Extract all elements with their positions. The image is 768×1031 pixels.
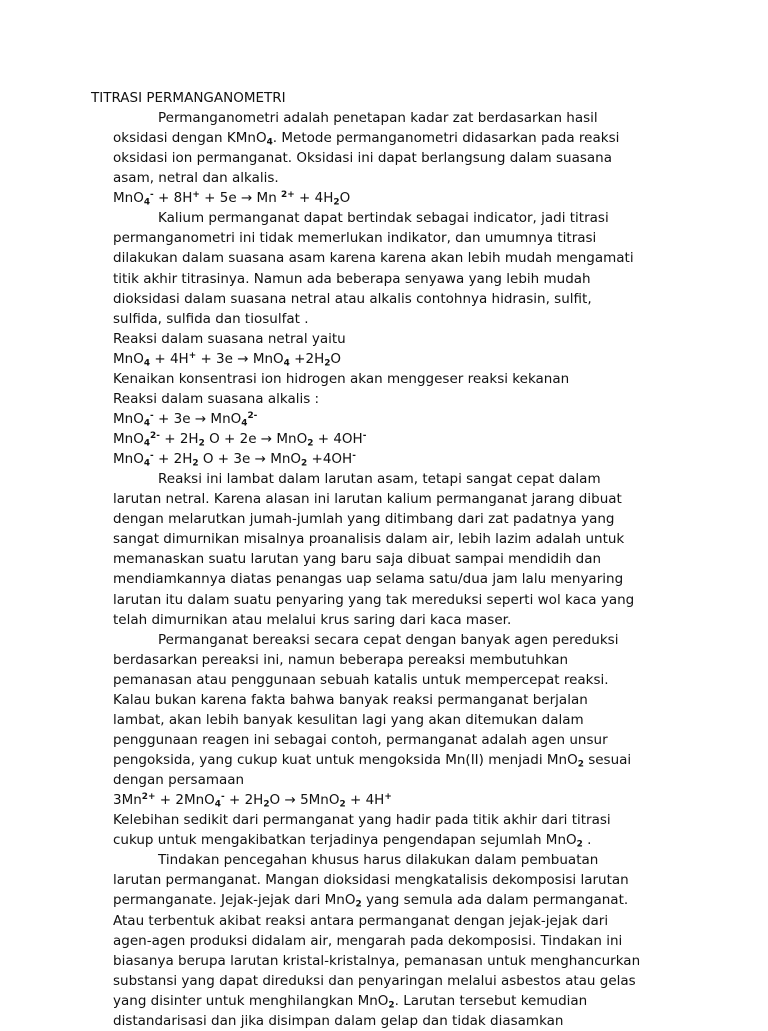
text-line: memanaskan suatu larutan yang baru saja dibuat sampai mendidih dan: [113, 551, 602, 568]
text-line: telah dimurnikan atau melalui krus saring dari kaca maser.: [113, 611, 512, 628]
text-line: lambat, akan lebih banyak kesulitan lagi yang akan ditemukan dalam: [113, 711, 584, 728]
text-line: mendiamkannya diatas penangas uap selama satu/dua jam lalu menyaring: [113, 571, 624, 588]
text-line: substansi yang dapat direduksi dan penyaringan melalui asbestos atau gelas: [113, 972, 636, 989]
paragraph-first-line: Permanganat bereaksi secara cepat dengan banyak agen pereduksi: [158, 631, 619, 648]
paragraph-first-line: Kalium permanganat dapat bertindak sebagai indicator, jadi titrasi: [158, 210, 609, 227]
equation-line: MnO$_4$- + 3e → MnO$_4^{2-}$: [113, 410, 258, 429]
text-line: sangat dimurnikan misalnya proanalisis dalam air, lebih lazim adalah untuk: [113, 531, 625, 548]
text-line: penggunaan reagen ini sebagai contoh, permanganat adalah agen unsur: [113, 731, 608, 748]
equation-line: pengoksida, yang cukup kuat untuk mengoksida Mn(II) menjadi MnO$_2$ sesuai: [113, 752, 632, 770]
text-line: Reaksi dalam suasana netral yaitu: [113, 330, 346, 347]
equation-line: permanganate. Jejak-jejak dari MnO$_2$ yang semula ada dalam permanganat.: [113, 892, 629, 911]
text-line: distandarisasi dan jika disimpan dalam gelap dan tidak diasamkan: [113, 1012, 564, 1029]
text-line: larutan netral. Karena alasan ini larutan kalium permanganat jarang dibuat: [113, 491, 622, 508]
equation-line: cukup untuk mengakibatkan terjadinya pengendapan sejumlah MnO$_2$ .: [113, 832, 592, 850]
text-line: larutan itu dalam suatu penyaring yang tak mereduksi seperti wol kaca yang: [113, 591, 635, 608]
equation-line: MnO$_4$- + 8H+ + 5e → Mn $^{2+} + 4H_2O$: [113, 190, 351, 208]
text-line: Kelebihan sedikit dari permanganat yang hadir pada titik akhir dari titrasi: [113, 812, 611, 829]
equation-line: yang disinter untuk menghilangkan MnO$_2$. Larutan tersebut kemudian: [113, 992, 588, 1011]
text-line: oksidasi ion permanganat. Oksidasi ini dapat berlangsung dalam suasana: [113, 150, 612, 167]
equation-line: $MnO_4^- + 2H_2$ O + 3e → MnO$_2$ +4OH-: [113, 451, 356, 469]
text-line: larutan permanganat. Mangan dioksidasi mengkatalisis dekomposisi larutan: [113, 872, 629, 889]
text-line: Reaksi dalam suasana alkalis :: [113, 390, 320, 407]
text-line: dengan persamaan: [113, 772, 245, 789]
text-line: asam, netral dan alkalis.: [113, 170, 279, 187]
document-body: [113, 108, 763, 1031]
text-line: dilakukan dalam suasana asam karena karena akan lebih mudah mengamati: [113, 250, 634, 267]
equation-line: oksidasi dengan KMnO$_4$. Metode permanganometri didasarkan pada reaksi: [113, 130, 620, 148]
equation-line: $MnO_4^{2-} + 2H_2$ O + 2e → MnO$_2$ + 4OH-: [113, 431, 367, 449]
text-line: agen-agen produksi didalam air, mengarah pada dekomposisi. Tindakan ini: [113, 932, 623, 949]
text-line: biasanya berupa larutan kristal-kristalnya, pemanasan untuk menghancurkan: [113, 952, 641, 969]
paragraph-first-line: Permanganometri adalah penetapan kadar zat berdasarkan hasil: [158, 110, 598, 126]
text-line: sulfida, sulfida dan tiosulfat .: [113, 310, 309, 327]
paragraph-first-line: Reaksi ini lambat dalam larutan asam, tetapi sangat cepat dalam: [158, 471, 601, 488]
text-line: Atau terbentuk akibat reaksi antara permanganat dengan jejak-jejak dari: [113, 912, 609, 929]
text-line: Kenaikan konsentrasi ion hidrogen akan menggeser reaksi kekanan: [113, 370, 570, 387]
text-line: titik akhir titrasinya. Namun ada beberapa senyawa yang lebih mudah: [113, 270, 591, 287]
page-title: TITRASI PERMANGANOMETRI: [91, 90, 286, 106]
equation-line: $3Mn^{2+} + 2MnO_4^- + 2H_2O \to 5MnO_2 + 4H^+$: [113, 792, 392, 810]
text-line: berdasarkan pereaksi ini, namun beberapa pereaksi membutuhkan: [113, 651, 569, 668]
text-line: dengan melarutkan jumah-jumlah yang ditimbang dari zat padatnya yang: [113, 511, 615, 528]
text-line: permanganometri ini tidak memerlukan indikator, dan umumnya titrasi: [113, 230, 597, 247]
text-line: dioksidasi dalam suasana netral atau alkalis contohnya hidrasin, sulfit,: [113, 290, 592, 307]
text-line: Kalau bukan karena fakta bahwa banyak reaksi permanganat berjalan: [113, 691, 588, 708]
equation-line: $MnO_4 + 4H^+ + 3e \to MnO_4 +2H_2O$: [113, 350, 342, 369]
text-line: pemanasan atau penggunaan sebuah katalis untuk mempercepat reaksi.: [113, 671, 609, 688]
paragraph-first-line: Tindakan pencegahan khusus harus dilakukan dalam pembuatan: [158, 852, 599, 869]
